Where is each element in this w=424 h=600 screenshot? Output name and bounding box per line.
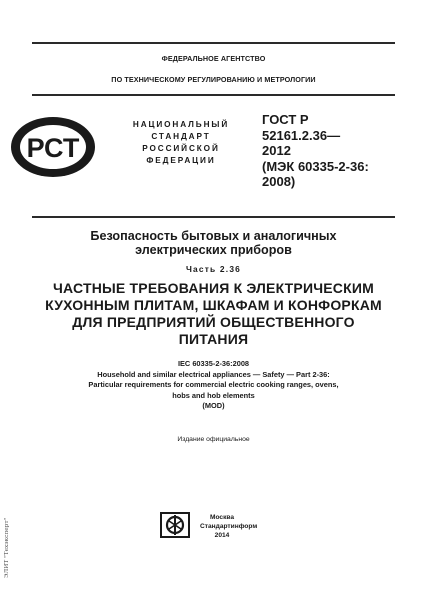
standartinform-logo (160, 512, 190, 538)
caps-line: ПИТАНИЯ (178, 331, 249, 347)
gost-line: 2008) (262, 174, 296, 189)
side-watermark: ЭЛИТ "Техэксперт" (4, 517, 10, 578)
title-line-1: Безопасность бытовых и аналогичных (90, 229, 337, 243)
title-line-2: электрических приборов (135, 243, 292, 257)
publisher-name: Стандартинформ (200, 523, 258, 530)
iec-line: (MOD) (202, 401, 225, 410)
national-standard-label (118, 119, 244, 167)
national-line: РОССИЙСКОЙ (142, 144, 220, 153)
caps-line: КУХОННЫМ ПЛИТАМ, ШКАФАМ И КОНФОРКАМ (45, 297, 382, 313)
publisher-city: Москва (209, 514, 235, 521)
gost-line: 2012 (262, 143, 291, 158)
gost-line: 52161.2.36— (262, 127, 341, 143)
iec-line: IEC 60335-2-36:2008 (177, 359, 250, 368)
iec-line: Household and similar electrical appliances — Safety — Part 2-36: (97, 369, 330, 379)
caps-line: ЧАСТНЫЕ ТРЕБОВАНИЯ К ЭЛЕКТРИЧЕСКИМ (52, 280, 374, 296)
national-line: НАЦИОНАЛЬНЫЙ (132, 120, 230, 129)
caps-title (32, 280, 395, 348)
caps-line: ДЛЯ ПРЕДПРИЯТИЙ ОБЩЕСТВЕННОГО (72, 314, 355, 330)
gost-designation (262, 112, 402, 190)
national-line: ФЕДЕРАЦИИ (146, 156, 216, 165)
official-edition: Издание официальное (177, 436, 250, 443)
gost-r-logo (8, 114, 98, 180)
top-rule (32, 42, 395, 44)
logo-letters: РСТ (26, 133, 80, 163)
gost-line: ГОСТ Р (262, 112, 309, 127)
iec-line: hobs and hob elements (172, 390, 255, 400)
header-rule (32, 94, 395, 96)
gost-line: (МЭК 60335-2-36: (262, 158, 369, 174)
iec-reference (32, 359, 395, 412)
publisher-year: 2014 (214, 532, 230, 539)
iec-line: Particular requirements for commercial electric cooking ranges, ovens, (88, 380, 339, 389)
national-line: СТАНДАРТ (151, 132, 211, 141)
agency-line-2: ПО ТЕХНИЧЕСКОМУ РЕГУЛИРОВАНИЮ И МЕТРОЛОГИИ (111, 75, 316, 84)
agency-line-1: ФЕДЕРАЛЬНОЕ АГЕНТСТВО (161, 54, 266, 63)
publisher-block (200, 513, 258, 540)
title-rule (32, 216, 395, 218)
part-label: Часть 2.36 (185, 264, 242, 274)
